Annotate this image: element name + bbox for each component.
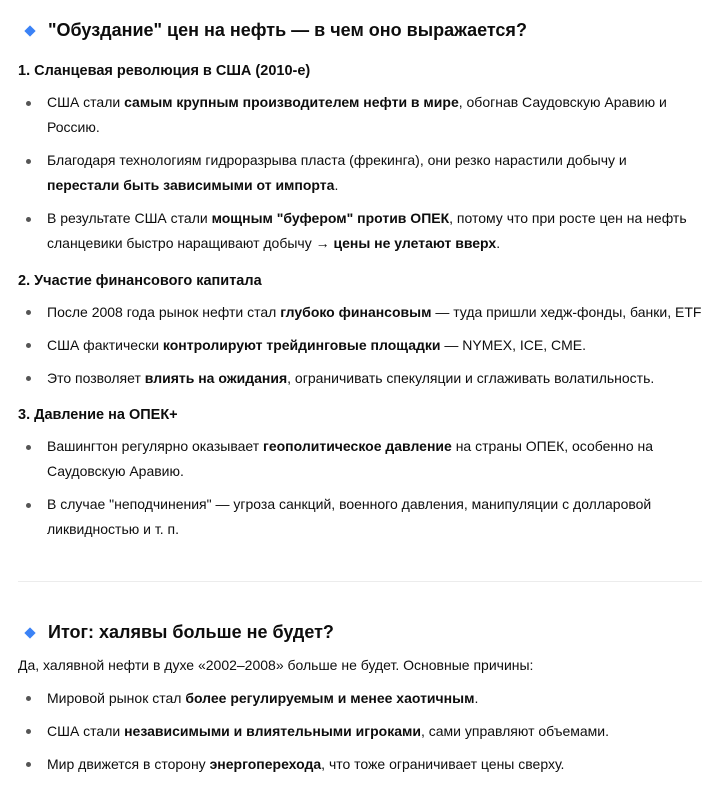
text-span: ликвидностью и т. п. xyxy=(47,521,179,537)
text-span: . xyxy=(474,690,479,706)
list-item xyxy=(47,333,702,358)
bold-text: глубоко финансовым xyxy=(280,304,432,320)
text-span: , что тоже ограничивает цены сверху. xyxy=(321,756,565,772)
section-title: "Обуздание" цен на нефть — в чем оно выражается? xyxy=(48,20,527,40)
text-span: 1. xyxy=(18,63,31,79)
bold-text: влиять на ожидания xyxy=(144,370,288,386)
list-item xyxy=(47,492,702,542)
text-span: сланцевики быстро наращивают добычу → xyxy=(47,235,334,251)
subsection-heading-opec-pressure xyxy=(18,407,178,423)
list-item xyxy=(47,686,702,711)
text-span: Россию. xyxy=(47,119,100,135)
text-span: США стали xyxy=(47,94,125,110)
text-span: 2. xyxy=(18,273,31,289)
subsection-heading-financial-capital xyxy=(18,273,262,289)
text-span: Мировой рынок стал xyxy=(47,690,186,706)
text-span: , обогнав Саудовскую Аравию и xyxy=(458,94,667,110)
text-span: Благодаря технологиям гидроразрыва пласта (фрекинга), они резко нарастили добычу и xyxy=(47,152,627,168)
diamond-icon xyxy=(24,627,35,638)
list-item xyxy=(47,90,702,140)
text-span: Мир движется в сторону xyxy=(47,756,210,772)
bullet-dot xyxy=(26,445,31,450)
bold-text: перестали быть зависимыми от импорта xyxy=(47,177,335,193)
text-span: Саудовскую Аравию. xyxy=(47,463,184,479)
bullet-dot xyxy=(26,343,31,348)
bold-text: контролируют трейдинговые площадки xyxy=(162,337,441,353)
conclusion-intro: Да, халявной нефти в духе «2002–2008» больше не будет. Основные причины: xyxy=(18,657,534,673)
list-item xyxy=(47,300,702,325)
text-span: . xyxy=(334,177,339,193)
section-title: Итог: халявы больше не будет? xyxy=(48,622,334,642)
list-item xyxy=(47,366,702,391)
bold-text: геополитическое давление xyxy=(263,438,452,454)
text-span: на страны ОПЕК, особенно на xyxy=(451,438,654,454)
section-heading-oil-price-control xyxy=(26,20,527,41)
bold-text: энергоперехода xyxy=(209,756,322,772)
list-item xyxy=(47,148,702,198)
text-span: . xyxy=(496,235,501,251)
text-span: — NYMEX, ICE, CME. xyxy=(440,337,586,353)
bullet-dot xyxy=(26,217,31,222)
bullet-dot xyxy=(26,159,31,164)
text-span: Давление на ОПЕК+ xyxy=(34,407,178,423)
subsection-heading-shale xyxy=(18,63,310,79)
text-span: — туда пришли хедж-фонды, банки, ETF xyxy=(431,304,702,320)
bold-text: независимыми и влиятельными игроками xyxy=(124,723,421,739)
list-item xyxy=(47,434,702,484)
text-span: , ограничивать спекуляции и сглаживать волатильность. xyxy=(287,370,655,386)
text-span: В случае "неподчинения" — угроза санкций, военного давления, манипуляции с долларовой xyxy=(47,496,652,512)
bullet-dot xyxy=(26,101,31,106)
bullet-dot xyxy=(26,729,31,734)
text-span: , сами управляют объемами. xyxy=(420,723,610,739)
text-span: 3. xyxy=(18,407,31,423)
section-divider xyxy=(18,581,702,582)
text-span: , потому что при росте цен на нефть xyxy=(449,210,687,226)
list-item xyxy=(47,206,702,256)
bold-text: более регулируемым и менее хаотичным xyxy=(185,690,475,706)
diamond-icon xyxy=(24,25,35,36)
bold-text: самым крупным производителем нефти в мире xyxy=(124,94,459,110)
list-item xyxy=(47,752,702,777)
text-span: Сланцевая революция в США (2010-е) xyxy=(34,63,311,79)
text-span: Это позволяет xyxy=(47,370,145,386)
bullet-dot xyxy=(26,310,31,315)
bold-text: цены не улетают вверх xyxy=(333,235,497,251)
bullet-dot xyxy=(26,696,31,701)
section-heading-conclusion xyxy=(26,622,334,643)
text-span: После 2008 года рынок нефти стал xyxy=(47,304,281,320)
text-span: Вашингтон регулярно оказывает xyxy=(47,438,264,454)
bold-text: мощным "буфером" против ОПЕК xyxy=(211,210,450,226)
text-span: Участие финансового капитала xyxy=(34,273,262,289)
text-span: США фактически xyxy=(47,337,163,353)
bullet-dot xyxy=(26,376,31,381)
bullet-dot xyxy=(26,503,31,508)
text-span: США стали xyxy=(47,723,125,739)
text-span: В результате США стали xyxy=(47,210,212,226)
list-item xyxy=(47,719,702,744)
bullet-dot xyxy=(26,762,31,767)
